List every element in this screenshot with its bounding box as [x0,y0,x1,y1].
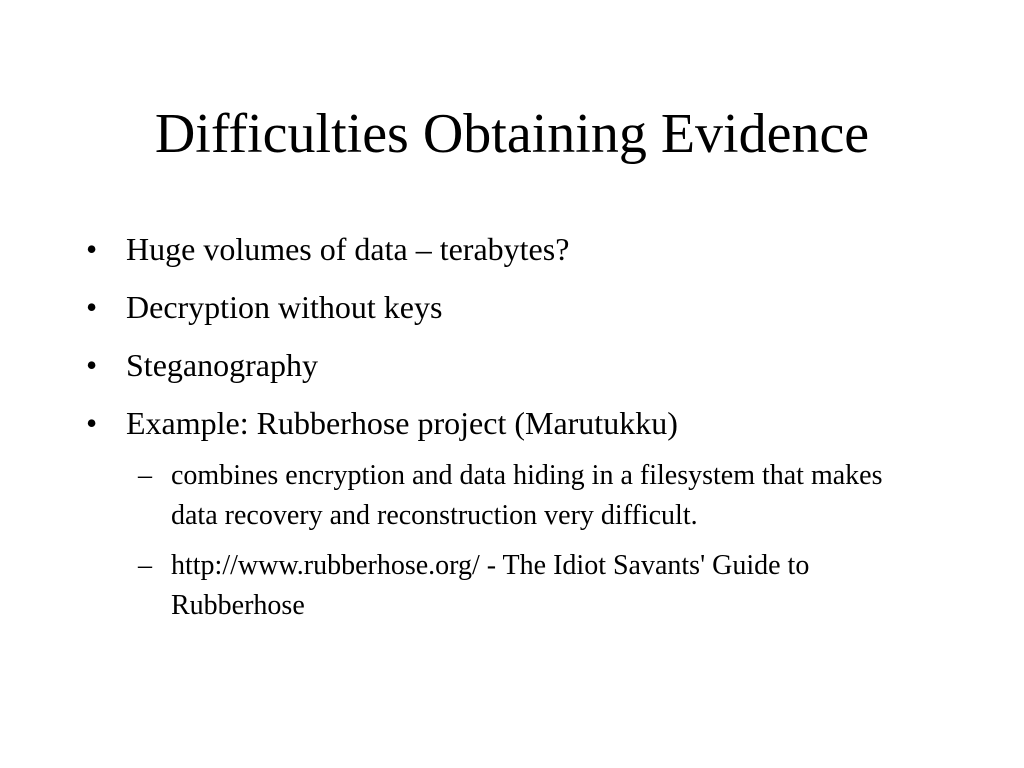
bullet-item [84,346,944,384]
sub-bullet-item [126,546,891,626]
bullet-text: Example: Rubberhose project (Marutukku) [126,405,678,441]
bullet-text: Steganography [126,347,318,383]
sub-bullet-text: http://www.rubberhose.org/ - The Idiot Savants' Guide to Rubberhose [171,550,810,621]
bullet-text: Huge volumes of data – terabytes? [126,231,570,267]
bullet-item [84,230,944,268]
sub-bullet-item [126,456,891,536]
bullet-marker: • [86,405,98,441]
bullet-list [84,230,944,646]
bullet-item [84,404,944,626]
sub-bullet-text: combines encryption and data hiding in a filesystem that makes data recovery and reconstruction very difficult. [171,460,883,531]
sub-bullet-list [126,456,944,626]
bullet-text: Decryption without keys [126,289,443,325]
sub-bullet-marker: – [138,550,152,581]
bullet-marker: • [86,231,98,267]
bullet-item [84,288,944,326]
slide-title: Difficulties Obtaining Evidence [154,103,870,165]
bullet-marker: • [86,347,98,383]
bullet-marker: • [86,289,98,325]
sub-bullet-marker: – [138,460,152,491]
